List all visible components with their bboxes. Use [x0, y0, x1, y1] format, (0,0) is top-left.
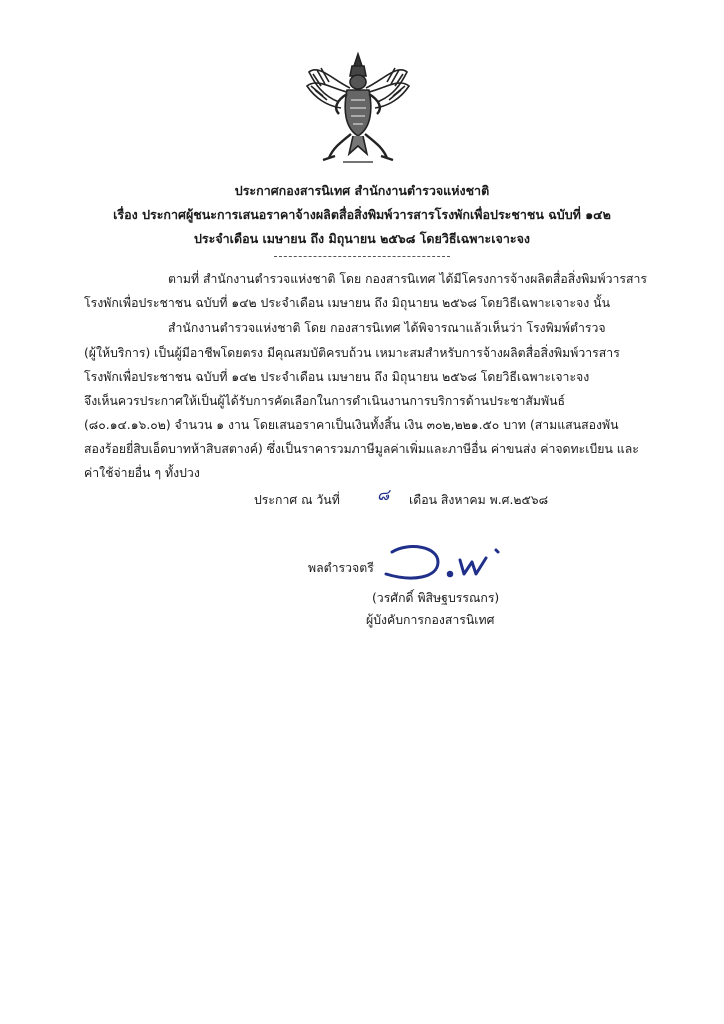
paragraph-2-line-6: สองร้อยยี่สิบเอ็ดบาทห้าสิบสตางค์) ซึ่งเป็นราคารวมภาษีมูลค่าเพิ่มและภาษีอื่น ค่าขนส่ง ค่าจดทะเบียน และ — [84, 442, 639, 456]
paragraph-2-line-5: (๘๐.๑๔.๑๖.๐๒) จำนวน ๑ งาน โดยเสนอราคาเป็นเงินทั้งสิ้น เงิน ๓๐๒,๒๒๑.๕๐ บาท (สามแสนสองพัน — [84, 418, 619, 432]
announced-month-year: เดือน สิงหาคม พ.ศ.๒๕๖๘ — [409, 493, 549, 507]
announced-date-prefix: ประกาศ ณ วันที่ — [254, 493, 340, 507]
announced-day-handwritten: ๘ — [377, 485, 390, 504]
doc-heading-line-1: ประกาศกองสารนิเทศ สำนักงานตำรวจแห่งชาติ — [234, 183, 490, 198]
paragraph-2-line-4: จึงเห็นควรประกาศให้เป็นผู้ได้รับการคัดเลือกในการดำเนินงานการบริการด้านประชาสัมพันธ์ — [84, 394, 565, 408]
garuda-emblem-icon — [303, 50, 413, 168]
paragraph-1-line-1: ตามที่ สำนักงานตำรวจแห่งชาติ โดย กองสารนิเทศ ได้มีโครงการจ้างผลิตสื่อสิ่งพิมพ์วารสาร — [168, 272, 648, 286]
signer-rank: พลตำรวจตรี — [308, 561, 374, 575]
doc-heading-line-2: เรื่อง ประกาศผู้ชนะการเสนอราคาจ้างผลิตสื่อสิ่งพิมพ์วารสารโรงพักเพื่อประชาชน ฉบับที่ ๑๔๒ — [113, 207, 611, 222]
signer-position: ผู้บังคับการกองสารนิเทศ — [366, 613, 495, 627]
paragraph-2-line-3: โรงพักเพื่อประชาชน ฉบับที่ ๑๔๒ ประจำเดือน เมษายน ถึง มิถุนายน ๒๕๖๘ โดยวิธีเฉพาะเจาะจง — [84, 370, 590, 384]
paragraph-2-line-7: ค่าใช้จ่ายอื่น ๆ ทั้งปวง — [84, 466, 200, 480]
heading-divider — [274, 256, 450, 257]
doc-heading-line-3: ประจำเดือน เมษายน ถึง มิถุนายน ๒๕๖๘ โดยวิธีเฉพาะเจาะจง — [193, 231, 531, 246]
paragraph-2-line-2: (ผู้ให้บริการ) เป็นผู้มีอาชีพโดยตรง มีคุณสมบัติครบถ้วน เหมาะสมสำหรับการจ้างผลิตสื่อสิ่งพิมพ์วารสาร — [84, 346, 620, 360]
paragraph-1-line-2: โรงพักเพื่อประชาชน ฉบับที่ ๑๔๒ ประจำเดือน เมษายน ถึง มิถุนายน ๒๕๖๘ โดยวิธีเฉพาะเจาะจง นั้น — [84, 296, 610, 310]
handwritten-signature-icon — [378, 540, 518, 586]
signer-name: (วรศักดิ์ พิสิษฐบรรณกร) — [372, 591, 500, 605]
paragraph-2-line-1: สำนักงานตำรวจแห่งชาติ โดย กองสารนิเทศ ได้พิจารณาแล้วเห็นว่า โรงพิมพ์ตำรวจ — [168, 321, 606, 335]
